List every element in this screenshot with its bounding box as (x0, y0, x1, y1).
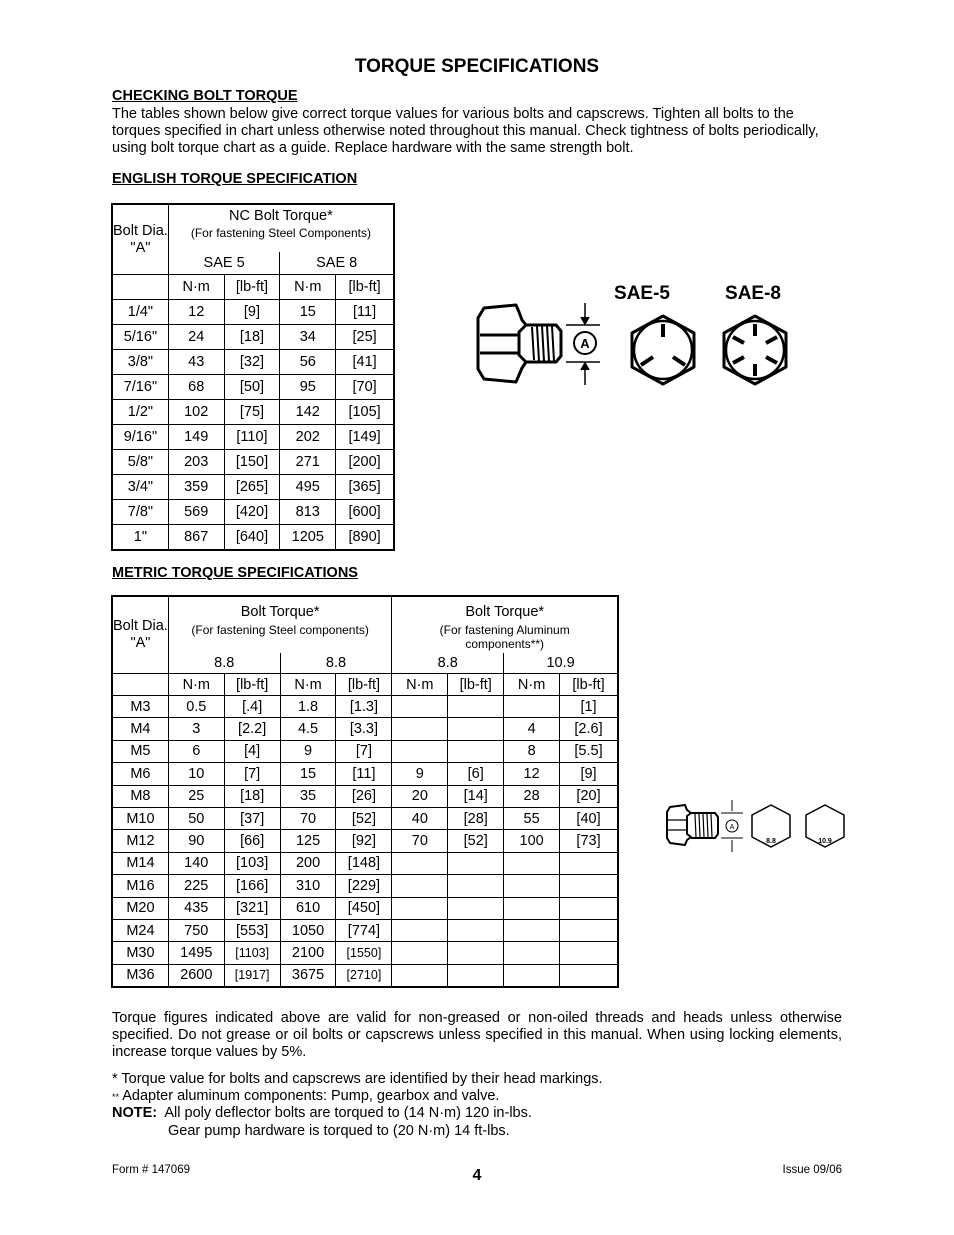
table-row (113, 400, 394, 425)
torque-cell (448, 964, 504, 986)
torque-cell: [11] (336, 763, 392, 785)
table-row (113, 852, 618, 874)
table-row (113, 500, 394, 525)
torque-cell: 1050 (280, 919, 336, 941)
steel-torque-header (168, 597, 392, 653)
table-row (113, 897, 618, 919)
metric-heading: METRIC TORQUE SPECIFICATIONS (112, 565, 358, 581)
bolt-size-cell: M36 (113, 964, 169, 986)
grade-10-9: 10.9 (504, 653, 618, 674)
torque-cell: 34 (280, 325, 336, 350)
torque-cell: 9 (392, 763, 448, 785)
units-row (113, 674, 618, 696)
torque-cell: [37] (224, 807, 280, 829)
unit-cell: N·m (280, 674, 336, 696)
note-label: NOTE: (112, 1105, 158, 1121)
torque-cell: [92] (336, 830, 392, 852)
torque-cell (560, 875, 618, 897)
torque-cell: [6] (448, 763, 504, 785)
table-row (113, 875, 618, 897)
torque-cell: [2.2] (224, 718, 280, 740)
unit-cell: N·m (168, 275, 224, 300)
nc-title: NC Bolt Torque* (229, 208, 333, 224)
torque-cell: [11] (336, 300, 394, 325)
grade-8-8: 8.8 (280, 653, 392, 674)
torque-cell: 43 (168, 350, 224, 375)
torque-cell: [1.3] (336, 696, 392, 718)
torque-cell: 20 (392, 785, 448, 807)
torque-cell: 435 (168, 897, 224, 919)
torque-cell (392, 919, 448, 941)
torque-cell: [229] (336, 875, 392, 897)
torque-cell: 102 (168, 400, 224, 425)
torque-cell (504, 696, 560, 718)
bolt-size-cell: 7/16" (113, 375, 169, 400)
torque-cell: [7] (224, 763, 280, 785)
page-number: 4 (472, 1167, 482, 1184)
torque-cell: [1103] (224, 942, 280, 964)
table-row (113, 425, 394, 450)
bolt-size-cell: 1" (113, 525, 169, 550)
bolt-size-cell: 5/8" (113, 450, 169, 475)
torque-cell: 8 (504, 740, 560, 762)
torque-cell: 12 (504, 763, 560, 785)
torque-cell (392, 964, 448, 986)
torque-cell: [18] (224, 785, 280, 807)
bolt-size-cell: 7/8" (113, 500, 169, 525)
bolt-size-cell: M5 (113, 740, 169, 762)
english-heading: ENGLISH TORQUE SPECIFICATION (112, 171, 358, 187)
torque-cell: 200 (280, 852, 336, 874)
torque-cell: 0.5 (168, 696, 224, 718)
torque-cell (504, 964, 560, 986)
torque-cell: 3675 (280, 964, 336, 986)
page-title: TORQUE SPECIFICATIONS (354, 56, 600, 77)
torque-cell: [32] (224, 350, 280, 375)
torque-cell: [28] (448, 807, 504, 829)
table-row (113, 785, 618, 807)
torque-cell: 867 (168, 525, 224, 550)
bolt-size-cell: 1/4" (113, 300, 169, 325)
bolt-dia-header: Bolt Dia. "A" (113, 205, 169, 275)
torque-figures-note: Torque figures indicated above are valid for non-greased or non-oiled threads and heads unless otherwise specified. Do not grease or oil bolts or capscrews unless specified in this manual. When using locking elements, increase torque values by 5%. (112, 1010, 842, 1060)
torque-cell: [2.6] (560, 718, 618, 740)
torque-cell: 35 (280, 785, 336, 807)
torque-cell: [774] (336, 919, 392, 941)
note-1-text: All poly deflector bolts are torqued to (14 N·m) 120 in-lbs. (164, 1105, 532, 1121)
torque-cell (392, 696, 448, 718)
torque-cell: [4] (224, 740, 280, 762)
bolt-size-cell: M14 (113, 852, 169, 874)
bolt-size-cell: M20 (113, 897, 169, 919)
bolt-size-cell: M8 (113, 785, 169, 807)
table-row (113, 919, 618, 941)
torque-cell: 140 (168, 852, 224, 874)
torque-cell (504, 852, 560, 874)
torque-cell: 149 (168, 425, 224, 450)
units-row (113, 275, 394, 300)
torque-cell (448, 740, 504, 762)
bolt-size-cell: 3/4" (113, 475, 169, 500)
torque-cell: 142 (280, 400, 336, 425)
unit-cell: N·m (392, 674, 448, 696)
torque-cell (448, 919, 504, 941)
torque-cell: [2710] (336, 964, 392, 986)
torque-cell: [640] (224, 525, 280, 550)
bolt-size-cell: 1/2" (113, 400, 169, 425)
torque-cell: [148] (336, 852, 392, 874)
torque-cell: 310 (280, 875, 336, 897)
english-torque-table (112, 204, 394, 550)
sae-bolt-figure (470, 275, 805, 410)
torque-cell: [66] (224, 830, 280, 852)
table-row (113, 696, 618, 718)
torque-cell: [450] (336, 897, 392, 919)
torque-cell: 100 (504, 830, 560, 852)
table-row (113, 763, 618, 785)
unit-cell: N·m (504, 674, 560, 696)
nc-bolt-torque-header (168, 205, 393, 252)
torque-cell: 1205 (280, 525, 336, 550)
table-row (113, 525, 394, 550)
form-number: Form # 147069 (112, 1164, 190, 1176)
torque-cell (504, 875, 560, 897)
torque-cell: 15 (280, 300, 336, 325)
torque-cell: [9] (224, 300, 280, 325)
bolt-size-cell: M12 (113, 830, 169, 852)
torque-cell: 90 (168, 830, 224, 852)
torque-cell: [9] (560, 763, 618, 785)
torque-cell: [20] (560, 785, 618, 807)
nc-subtitle: (For fastening Steel Components) (190, 226, 371, 240)
torque-cell: [25] (336, 325, 394, 350)
torque-cell: 70 (280, 807, 336, 829)
torque-cell: 4 (504, 718, 560, 740)
bolt-size-cell: M3 (113, 696, 169, 718)
bolt-head-shape (478, 305, 526, 382)
bolt-head-shape (667, 805, 691, 845)
torque-cell: 15 (280, 763, 336, 785)
torque-cell: 56 (280, 350, 336, 375)
torque-cell: 3 (168, 718, 224, 740)
torque-cell: 25 (168, 785, 224, 807)
torque-cell (560, 942, 618, 964)
torque-cell (392, 897, 448, 919)
torque-cell: 1495 (168, 942, 224, 964)
table-row (113, 740, 618, 762)
torque-cell: [365] (336, 475, 394, 500)
torque-cell: [52] (336, 807, 392, 829)
table-row (113, 718, 618, 740)
torque-cell (560, 919, 618, 941)
bolt-size-cell: 9/16" (113, 425, 169, 450)
torque-cell: 813 (280, 500, 336, 525)
sae5-label: SAE-5 (614, 283, 670, 304)
torque-cell: 95 (280, 375, 336, 400)
torque-cell: 68 (168, 375, 224, 400)
table-row (113, 450, 394, 475)
aluminum-subtitle: (For fastening Aluminum components**) (439, 623, 570, 651)
bolt-size-cell: M16 (113, 875, 169, 897)
bolt-threads (695, 814, 712, 837)
torque-cell: [41] (336, 350, 394, 375)
note-line-2: Gear pump hardware is torqued to (20 N·m) 14 ft-lbs. (168, 1123, 510, 1139)
checking-text: The tables shown below give correct torque values for various bolts and capscrews. Tighten all bolts to the torques specified in chart unless otherwise noted throughout this manual. Check tightness of bolts periodically, using bolt torque chart as a guide. Replace hardware with the same strength bolt. (112, 106, 819, 156)
torque-cell: [150] (224, 450, 280, 475)
torque-cell (448, 875, 504, 897)
torque-cell (448, 897, 504, 919)
torque-cell: 24 (168, 325, 224, 350)
torque-cell (392, 718, 448, 740)
torque-cell: [1550] (336, 942, 392, 964)
torque-cell (504, 897, 560, 919)
aluminum-torque-header (392, 597, 618, 653)
bolt-size-cell: M24 (113, 919, 169, 941)
torque-cell: [166] (224, 875, 280, 897)
grade-8-8: 8.8 (392, 653, 504, 674)
table-row (113, 350, 394, 375)
torque-cell: 495 (280, 475, 336, 500)
torque-cell: [40] (560, 807, 618, 829)
torque-cell (504, 919, 560, 941)
torque-cell: [105] (336, 400, 394, 425)
double-star-mark: ** (112, 1092, 120, 1102)
unit-cell: [lb-ft] (336, 674, 392, 696)
bolt-size-cell: M30 (113, 942, 169, 964)
table-row (113, 475, 394, 500)
torque-cell: 1.8 (280, 696, 336, 718)
bolt-size-cell: M6 (113, 763, 169, 785)
torque-cell: [50] (224, 375, 280, 400)
torque-cell: 55 (504, 807, 560, 829)
figure-a-label: A (580, 336, 590, 351)
torque-cell (392, 740, 448, 762)
torque-cell: 225 (168, 875, 224, 897)
torque-cell: [18] (224, 325, 280, 350)
torque-cell (448, 696, 504, 718)
torque-cell: 202 (280, 425, 336, 450)
table-row (113, 964, 618, 986)
torque-cell (392, 852, 448, 874)
torque-cell: 2600 (168, 964, 224, 986)
issue-date: Issue 09/06 (782, 1164, 842, 1176)
torque-cell: [200] (336, 450, 394, 475)
torque-cell (448, 852, 504, 874)
torque-cell: 10 (168, 763, 224, 785)
torque-cell: 40 (392, 807, 448, 829)
bolt-dia-header: Bolt Dia. "A" (113, 597, 169, 674)
torque-cell: 359 (168, 475, 224, 500)
unit-cell: N·m (280, 275, 336, 300)
unit-cell: N·m (168, 674, 224, 696)
footnote-double-star (112, 1088, 842, 1106)
label-10-9: 10.9 (818, 838, 832, 845)
unit-cell: [lb-ft] (560, 674, 618, 696)
table-row (113, 942, 618, 964)
torque-cell: 271 (280, 450, 336, 475)
torque-cell: 203 (168, 450, 224, 475)
torque-cell: [5.5] (560, 740, 618, 762)
aluminum-title: Bolt Torque* (465, 604, 545, 620)
footnote-star: * Torque value for bolts and capscrews are identified by their head markings. (112, 1071, 603, 1087)
grade-sae8: SAE 8 (280, 252, 394, 275)
torque-cell: [265] (224, 475, 280, 500)
torque-cell: [553] (224, 919, 280, 941)
bolt-size-cell: 5/16" (113, 325, 169, 350)
unit-cell: [lb-ft] (224, 275, 280, 300)
torque-cell (560, 852, 618, 874)
torque-cell: [52] (448, 830, 504, 852)
bolt-head-facets (668, 820, 686, 830)
torque-cell (392, 875, 448, 897)
steel-subtitle: (For fastening Steel components) (191, 623, 369, 637)
torque-cell (448, 718, 504, 740)
grade-8-8: 8.8 (168, 653, 280, 674)
table-row (113, 300, 394, 325)
torque-cell: 6 (168, 740, 224, 762)
torque-cell: [14] (448, 785, 504, 807)
torque-cell: [1] (560, 696, 618, 718)
torque-cell: [1917] (224, 964, 280, 986)
bolt-head-facets (480, 335, 518, 353)
torque-cell: [321] (224, 897, 280, 919)
bolt-size-cell: 3/8" (113, 350, 169, 375)
unit-cell: [lb-ft] (224, 674, 280, 696)
sae5-marks (641, 324, 685, 365)
torque-cell: [890] (336, 525, 394, 550)
bolt-size-cell: M4 (113, 718, 169, 740)
torque-cell: [73] (560, 830, 618, 852)
torque-cell: 569 (168, 500, 224, 525)
unit-cell: [lb-ft] (448, 674, 504, 696)
torque-cell: [420] (224, 500, 280, 525)
torque-cell: 50 (168, 807, 224, 829)
torque-cell (392, 942, 448, 964)
metric-torque-table (112, 596, 618, 987)
table-row (113, 830, 618, 852)
torque-cell: [75] (224, 400, 280, 425)
double-star-text: Adapter aluminum components: Pump, gearbox and valve. (122, 1088, 500, 1104)
checking-heading: CHECKING BOLT TORQUE (112, 88, 298, 104)
figure-a-label: A (729, 824, 735, 831)
unit-cell: [lb-ft] (336, 275, 394, 300)
bolt-size-cell: M10 (113, 807, 169, 829)
sae8-marks (733, 324, 777, 376)
torque-cell: [3.3] (336, 718, 392, 740)
torque-cell: [.4] (224, 696, 280, 718)
grade-sae5: SAE 5 (168, 252, 280, 275)
label-8-8: 8.8 (766, 838, 776, 845)
torque-cell: 70 (392, 830, 448, 852)
torque-cell: 12 (168, 300, 224, 325)
torque-cell: [26] (336, 785, 392, 807)
torque-cell (504, 942, 560, 964)
sae8-label: SAE-8 (725, 283, 781, 304)
table-row (113, 375, 394, 400)
metric-bolt-figure (665, 796, 875, 856)
table-row (113, 325, 394, 350)
torque-cell (560, 897, 618, 919)
torque-cell: 9 (280, 740, 336, 762)
torque-cell (560, 964, 618, 986)
torque-cell: [7] (336, 740, 392, 762)
torque-cell: [103] (224, 852, 280, 874)
table-row (113, 807, 618, 829)
torque-cell: [600] (336, 500, 394, 525)
torque-cell: [149] (336, 425, 394, 450)
torque-cell (448, 942, 504, 964)
torque-cell: 125 (280, 830, 336, 852)
torque-cell: 750 (168, 919, 224, 941)
torque-cell: [110] (224, 425, 280, 450)
steel-title: Bolt Torque* (240, 604, 320, 620)
torque-cell: 4.5 (280, 718, 336, 740)
torque-cell: [70] (336, 375, 394, 400)
torque-cell: 2100 (280, 942, 336, 964)
torque-cell: 610 (280, 897, 336, 919)
torque-cell: 28 (504, 785, 560, 807)
bolt-threads (532, 326, 554, 361)
note-line-1 (112, 1105, 842, 1122)
